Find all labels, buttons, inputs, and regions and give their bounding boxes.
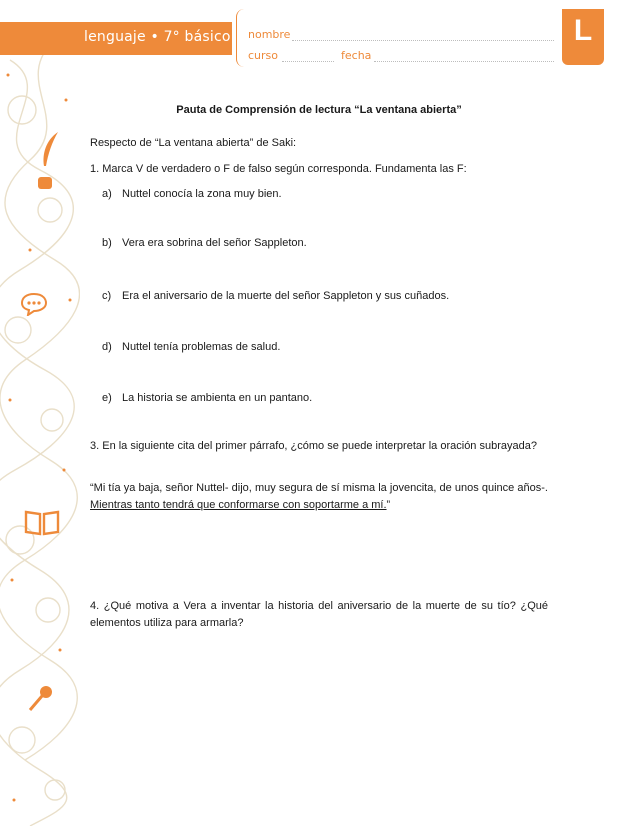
nombre-label: nombre [248,28,291,41]
list-item [102,391,312,406]
quote-close: ” [386,499,391,511]
list-item [102,289,449,304]
quote-text: “Mi tía ya baja, señor Nuttel- dijo, muy segura de sí misma la jovencita, de unos quince años-. [90,482,548,494]
microphone-icon [26,684,54,714]
item-text: Era el aniversario de la muerte del señor Sappleton y sus cuñados. [122,290,450,302]
question-3: 3. En la siguiente cita del primer párrafo, ¿cómo se puede interpretar la oración subrayada? [90,440,537,452]
item-label: e) [102,392,112,404]
question-1: 1. Marca V de verdadero o F de falso según corresponda. Fundamenta las F: [90,163,467,175]
badge-letter: L [573,14,593,47]
quote-underlined: Mientras tanto tendrá que conformarse con soportarme a mí. [90,499,387,511]
item-text: Nuttel conocía la zona muy bien. [122,188,282,200]
intro-text: Respecto de “La ventana abierta” de Saki: [90,137,297,149]
item-label: a) [102,188,112,200]
nombre-field[interactable] [292,40,554,41]
list-item [102,236,307,251]
item-text: Nuttel tenía problemas de salud. [122,341,281,353]
item-label: d) [102,341,112,353]
item-label: c) [102,290,112,302]
feather-icon [38,130,62,170]
fecha-field[interactable] [374,61,554,62]
book-icon [24,508,60,536]
item-text: La historia se ambienta en un pantano. [122,392,313,404]
curso-label: curso [248,49,279,62]
subject-label: lenguaje • 7° básico [84,29,231,45]
inkwell-icon [36,172,54,190]
speech-bubble-icon [20,292,48,316]
fecha-label: fecha [341,49,372,62]
curso-field[interactable] [282,61,334,62]
page-title: Pauta de Comprensión de lectura “La ventana abierta” [176,104,462,116]
list-item [102,187,282,202]
item-label: b) [102,237,112,249]
question-3-quote [90,480,548,514]
list-item [102,340,280,355]
question-4: 4. ¿Qué motiva a Vera a inventar la historia del aniversario de la muerte de su tío? ¿Qué elementos utiliza para armarla? [90,600,548,629]
item-text: Vera era sobrina del señor Sappleton. [122,237,307,249]
